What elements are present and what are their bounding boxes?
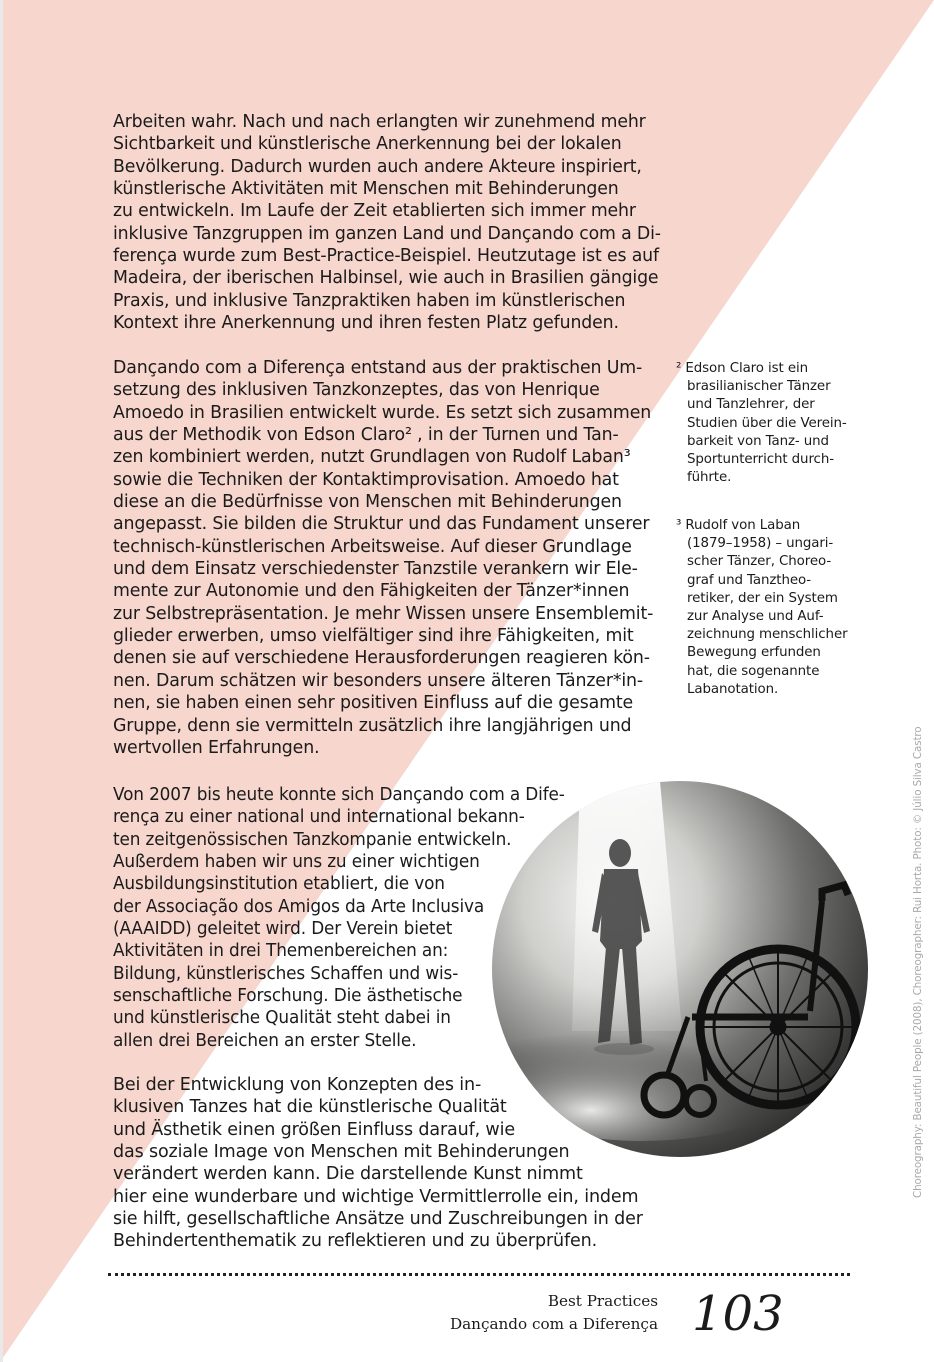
text-line: hier eine wunderbare und wichtige Vermittlerrolle ein, indem — [113, 1186, 639, 1207]
page-edge — [0, 0, 3, 1362]
footnote-line: brasilianischer Tänzer — [687, 379, 831, 395]
text-line: Dançando com a Diferença entstand aus der praktischen Um- — [113, 358, 643, 378]
text-line: Sichtbarkeit und künstlerische Anerkennung bei der lokalen — [113, 134, 622, 155]
footnote-line: barkeit von Tanz- und — [687, 433, 829, 449]
paragraph-2 — [113, 357, 660, 759]
text-line: verändert werden kann. Die darstellende Kunst nimmt — [113, 1164, 583, 1185]
footnote-line: Sportunterricht durch- — [687, 452, 834, 468]
paragraph-3 — [113, 784, 584, 1052]
text-line: Außerdem haben wir uns zu einer wichtigen — [113, 852, 480, 873]
text-line: diese an die Bedürfnisse von Menschen mit Behinderungen — [113, 492, 622, 513]
photo-credit: Choreography: Beautiful People (2008), Choreographer: Rui Horta. Photo: © Júlio Silva Castro — [912, 726, 924, 1198]
footnote-2 — [676, 360, 847, 487]
footer-divider — [108, 1273, 850, 1276]
footnote-line: ³ Rudolf von Laban — [676, 518, 801, 533]
footer-subtitle: Dançando com a Diferença — [449, 1315, 658, 1333]
footnote-3 — [676, 517, 847, 699]
footnote-line: zur Analyse und Auf- — [687, 609, 824, 625]
text-line: Von 2007 bis heute konnte sich Dançando com a Dife- — [113, 785, 565, 805]
text-line: rença zu einer national und international bekann- — [113, 807, 525, 828]
footnote-line: Bewegung erfunden — [687, 645, 821, 661]
text-line: sie hilft, gesellschaftliche Ansätze und Zuschreibungen in der — [113, 1209, 643, 1230]
text-line: allen drei Bereichen an erster Stelle. — [113, 1030, 417, 1051]
text-line: nen. Darum schätzen wir besonders unsere älteren Tänzer*in- — [113, 670, 644, 691]
text-line: zu entwickeln. Im Laufe der Zeit etablierten sich immer mehr — [113, 201, 636, 222]
text-line: Kontext ihre Anerkennung und ihren festen Platz gefunden. — [113, 313, 619, 334]
text-line: der Associação dos Amigos da Arte Inclusiva — [113, 896, 485, 917]
text-line: Amoedo in Brasilien entwickelt wurde. Es setzt sich zusammen — [113, 402, 652, 423]
footnote-line: retiker, der ein System — [687, 590, 838, 606]
text-line: zen kombiniert werden, nutzt Grundlagen von Rudolf Laban³ — [113, 447, 631, 468]
footnote-line: (1879–1958) – ungari- — [687, 536, 834, 552]
text-line: mente zur Autonomie und den Fähigkeiten der Tänzer*innen — [113, 581, 630, 602]
page-number: 103 — [692, 1286, 784, 1342]
text-line: Praxis, und inklusive Tanzpraktiken haben im künstlerischen — [113, 290, 626, 311]
text-line: das soziale Image von Menschen mit Behinderungen — [113, 1142, 570, 1163]
text-line: Madeira, der iberischen Halbinsel, wie auch in Brasilien gängige — [113, 268, 659, 289]
footnote-line: und Tanzlehrer, der — [687, 397, 815, 413]
text-line: künstlerische Aktivitäten mit Menschen mit Behinderungen — [113, 179, 619, 200]
footnote-line: zeichnung menschlicher — [687, 627, 848, 643]
text-line: wertvollen Erfahrungen. — [113, 737, 320, 758]
text-line: und dem Einsatz verschiedenster Tanzstile verankern wir Ele- — [113, 559, 638, 580]
footer-section: Best Practices — [547, 1292, 658, 1310]
paragraph-4 — [113, 1074, 645, 1253]
text-line: technisch-künstlerischen Arbeitsweise. Auf dieser Grundlage — [113, 536, 632, 557]
text-line: (AAAIDD) geleitet wird. Der Verein bietet — [113, 919, 453, 940]
text-line: zur Selbstrepräsentation. Je mehr Wissen unsere Ensemblemit- — [113, 603, 654, 624]
text-line: und künstlerische Qualität steht dabei in — [113, 1008, 451, 1029]
text-line: denen sie auf verschiedene Herausforderungen reagieren kön- — [113, 648, 650, 669]
footnote-line: führte. — [687, 470, 732, 486]
footnote-line: graf und Tanztheo- — [687, 572, 812, 588]
text-line: Behindertenthematik zu reflektieren und zu überprüfen. — [113, 1231, 598, 1252]
text-line: Gruppe, denn sie vermitteln zusätzlich ihre langjährigen und — [113, 715, 632, 736]
text-line: Arbeiten wahr. Nach und nach erlangten wir zunehmend mehr — [113, 112, 646, 132]
text-line: setzung des inklusiven Tanzkonzeptes, das von Henrique — [113, 380, 600, 401]
footnote-line: ² Edson Claro ist ein — [676, 361, 808, 376]
text-line: angepasst. Sie bilden die Struktur und das Fundament unserer — [113, 514, 650, 535]
text-line: inklusive Tanzgruppen im ganzen Land und Dançando com a Di- — [113, 223, 661, 244]
text-line: Ausbildungsinstitution etabliert, die von — [113, 874, 445, 895]
text-line: ferença wurde zum Best-Practice-Beispiel. Heutzutage ist es auf — [113, 246, 659, 267]
text-line: sowie die Techniken der Kontaktimprovisation. Amoedo hat — [113, 469, 619, 490]
text-line: Bei der Entwicklung von Konzepten des in- — [113, 1075, 482, 1095]
text-line: und Ästhetik einen größen Einfluss darauf, wie — [113, 1119, 515, 1140]
footnote-line: scher Tänzer, Choreo- — [687, 554, 832, 570]
text-line: Bildung, künstlerisches Schaffen und wis- — [113, 963, 459, 984]
footnote-line: Studien über die Verein- — [687, 415, 847, 431]
footnote-line: Labanotation. — [687, 681, 779, 697]
text-line: Aktivitäten in drei Themenbereichen an: — [113, 941, 449, 962]
text-line: klusiven Tanzes hat die künstlerische Qualität — [113, 1097, 507, 1118]
text-line: senschaftliche Forschung. Die ästhetische — [113, 986, 463, 1007]
footnote-line: hat, die sogenannte — [687, 663, 820, 679]
text-line: ten zeitgenössischen Tanzkompanie entwickeln. — [113, 829, 512, 850]
text-line: nen, sie haben einen sehr positiven Einfluss auf die gesamte — [113, 693, 634, 714]
text-line: glieder erwerben, umso vielfältiger sind ihre Fähigkeiten, mit — [113, 626, 634, 647]
text-line: Bevölkerung. Dadurch wurden auch andere Akteure inspiriert, — [113, 156, 642, 177]
paragraph-1 — [113, 111, 670, 334]
text-line: aus der Methodik von Edson Claro² , in der Turnen und Tan- — [113, 425, 619, 446]
